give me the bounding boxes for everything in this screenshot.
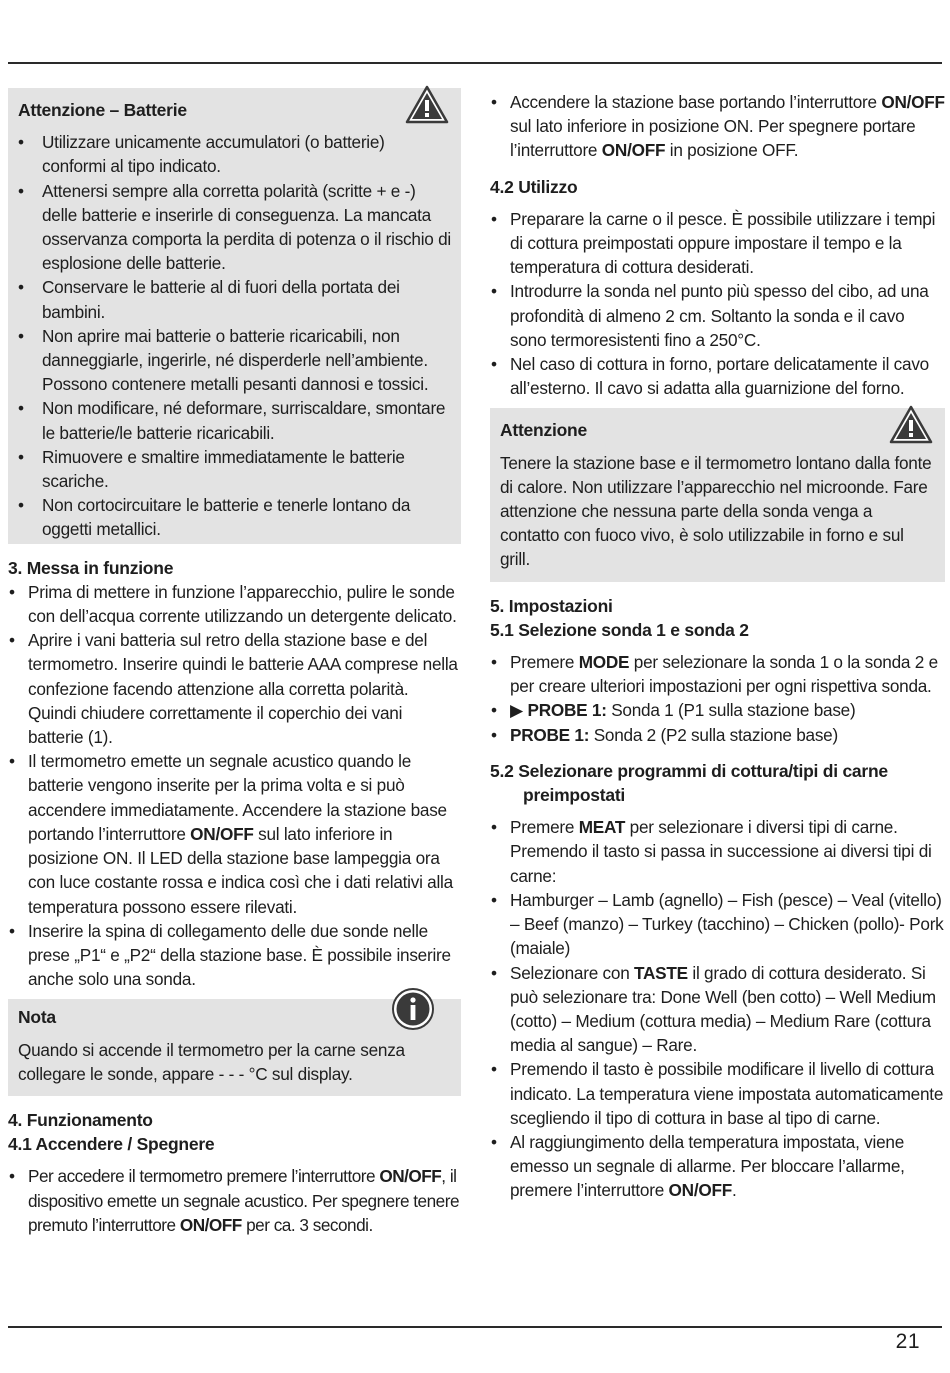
section-5-1-heading: 5.1 Selezione sonda 1 e sonda 2 <box>490 619 749 640</box>
list-item <box>490 698 945 722</box>
list-item: • Non aprire mai batterie o batterie ricaricabili, non danneggiarle, ingerirle, né disperderle nell’ambiente. Possono contenere metalli pesanti dannosi e tossici. <box>18 324 451 397</box>
list-item: • Inserire la spina di collegamento delle due sonde nelle prese „P1“ e „P2“ della stazione base. È possibile inserire anche solo una sonda. <box>8 919 461 992</box>
section-4-2-heading: 4.2 Utilizzo <box>490 176 578 197</box>
list-item: • Conservare le batterie al di fuori della portata dei bambini. <box>18 275 451 323</box>
switch-label: ON/OFF <box>190 823 254 844</box>
list-item: • Nel caso di cottura in forno, portare delicatamente il cavo all’esterno. Il cavo si adatta alla guarnizione del forno. <box>490 352 945 400</box>
batteries-box-title: Attenzione – Batterie <box>18 100 187 120</box>
section-4-1-list <box>8 1164 461 1237</box>
button-label: MEAT <box>578 817 626 838</box>
note-title: Nota <box>18 1007 56 1028</box>
switch-label: ON/OFF <box>601 140 666 161</box>
section-5-heading: 5. Impostazioni <box>490 595 613 616</box>
section-4-2-list <box>490 207 945 401</box>
text-segment: , il dispositivo emette un segnale acustico. Per spegnere tenere premuto l’interruttore <box>28 1166 460 1235</box>
switch-label: ON/OFF <box>379 1166 442 1187</box>
top-rule <box>8 62 942 64</box>
warning-triangle-icon <box>405 85 449 125</box>
note-box <box>8 999 461 1096</box>
button-label: MODE <box>578 652 630 673</box>
list-item: • Introdurre la sonda nel punto più spesso del cibo, ad una profondità di almeno 2 cm. Soltanto la sonda e il cavo sono termoresistenti fino a 250°C. <box>490 279 945 352</box>
list-item: • Rimuovere e smaltire immediatamente le batterie scariche. <box>18 445 451 493</box>
heading-line: preimpostati <box>523 785 626 806</box>
list-item: • Preparare la carne o il pesce. È possibile utilizzare i tempi di cottura preimpostati oppure impostare il tempo e la temperatura di cottura desiderati. <box>490 207 945 280</box>
attention-text: Tenere la stazione base e il termometro lontano dalla fonte di calore. Non utilizzare l’apparecchio nel microonde. Fare attenzione che nessuna parte della sonda venga a contatto con fuoco vivo, è solo utilizzabile in forno e sul grill. <box>500 452 932 570</box>
continued-list <box>490 90 945 163</box>
text-segment: Sonda 2 (P2 sulla stazione base) <box>589 724 838 745</box>
section-5-2-heading <box>490 759 945 807</box>
list-item <box>490 723 945 747</box>
info-icon <box>391 987 435 1031</box>
button-label: TASTE <box>634 962 688 983</box>
list-item: • Utilizzare unicamente accumulatori (o batterie) conformi al tipo indicato. <box>18 130 451 178</box>
attention-title: Attenzione <box>500 420 587 441</box>
batteries-warning-box <box>8 88 461 544</box>
text-segment: Selezionare con <box>510 962 635 983</box>
text-segment: sul lato inferiore in posizione ON. Per spegnere portare l’interruttore <box>510 116 916 161</box>
list-item <box>490 90 945 163</box>
probe-label: ▶ PROBE 1: <box>510 700 607 721</box>
list-item <box>8 749 461 918</box>
list-item <box>490 961 945 1058</box>
text-segment: sul lato inferiore in posizione ON. Il LED della stazione base lampeggia ora con luce costante rossa e indica così che i dati relativi alla temperatura possono essere rilevati. <box>28 823 453 917</box>
section-3-list <box>8 580 461 991</box>
heading-line: 5.2 Selezionare programmi di cottura/tipi di carne <box>490 760 888 781</box>
note-text: Quando si accende il termometro per la carne senza collegare le sonde, appare - - - °C sul display. <box>18 1039 405 1084</box>
section-3-heading: 3. Messa in funzione <box>8 557 174 578</box>
list-item <box>490 1130 945 1203</box>
list-item <box>490 815 945 888</box>
list-item: • Prima di mettere in funzione l’apparecchio, pulire le sonde con dell’acqua corrente utilizzando un detergente delicato. <box>8 580 461 628</box>
section-4-heading: 4. Funzionamento <box>8 1109 153 1130</box>
text-segment: Premere <box>510 652 579 673</box>
section-5-1-list <box>490 650 945 747</box>
text-segment: Accendere la stazione base portando l’interruttore <box>510 92 882 112</box>
list-item: • Attenersi sempre alla corretta polarità (scritte + e -) delle batterie e inserirle di conseguenza. La mancata osservanza comporta la perdita di potenza o il rischio di esplosione delle batterie. <box>18 179 451 276</box>
list-item: • Non modificare, né deformare, surriscaldare, smontare le batterie/le batterie ricaricabili. <box>18 396 451 444</box>
list-item: • Premendo il tasto è possibile modificare il livello di cottura indicato. La temperatura viene impostata automaticamente scegliendo il tipo di cottura in base al tipo di carne. <box>490 1057 945 1130</box>
text-segment: Sonda 1 (P1 sulla stazione base) <box>606 700 856 721</box>
list-item <box>490 650 945 698</box>
left-column <box>8 88 461 1237</box>
switch-label: ON/OFF <box>668 1180 732 1201</box>
switch-label: ON/OFF <box>179 1214 242 1235</box>
page-number: 21 <box>895 1330 920 1353</box>
text-segment: Il termometro emette un segnale acustico quando le batterie vengono inserite per la prima volta e si può accendere immediatamente. Accendere la stazione base portando l’interruttore <box>28 751 447 844</box>
text-segment: Premere <box>510 817 579 838</box>
attention-box <box>490 408 945 581</box>
list-item: • Hamburger – Lamb (agnello) – Fish (pesce) – Veal (vitello) – Beef (manzo) – Turkey (tacchino) – Chicken (pollo)- Pork (maiale) <box>490 888 945 961</box>
section-4-1-heading: 4.1 Accendere / Spegnere <box>8 1134 215 1155</box>
text-segment: per selezionare la sonda 1 o la sonda 2 e per creare ulteriori impostazioni per ogni rispettiva sonda. <box>510 652 938 697</box>
list-item: • Aprire i vani batteria sul retro della stazione base e del termometro. Inserire quindi le batterie AAA comprese nella confezione facendo attenzione alla corretta polarità. Quindi chiudere correttamente il coperchio dei vani batterie (1). <box>8 628 461 749</box>
text-segment: per ca. 3 secondi. <box>241 1214 373 1235</box>
probe-label: PROBE 1: <box>510 724 590 745</box>
list-item <box>8 1164 461 1237</box>
text-segment: il grado di cottura desiderato. Si può selezionare tra: Done Well (ben cotto) – Well Medium (cotto) – Medium (cottura media) – Medium Rare (cottura media al sangue) – Rare. <box>510 962 936 1056</box>
right-column <box>490 90 945 1203</box>
text-segment: per selezionare i diversi tipi di carne. Premendo il tasto si passa in successione ai diversi tipi di carne: <box>510 817 932 886</box>
batteries-list <box>18 130 451 541</box>
text-segment: Per accedere il termometro premere l’interruttore <box>28 1166 380 1187</box>
text-segment: in posizione OFF. <box>665 140 799 161</box>
bottom-rule <box>8 1326 942 1328</box>
list-item: • Non cortocircuitare le batterie e tenerle lontano da oggetti metallici. <box>18 493 451 541</box>
switch-label: ON/OFF <box>881 92 945 112</box>
text-segment: Al raggiungimento della temperatura impostata, viene emesso un segnale di allarme. Per bloccare l’allarme, premere l’interruttore <box>510 1131 905 1201</box>
section-5-2-list <box>490 815 945 1202</box>
text-segment: . <box>731 1180 737 1201</box>
warning-triangle-icon <box>889 405 933 445</box>
